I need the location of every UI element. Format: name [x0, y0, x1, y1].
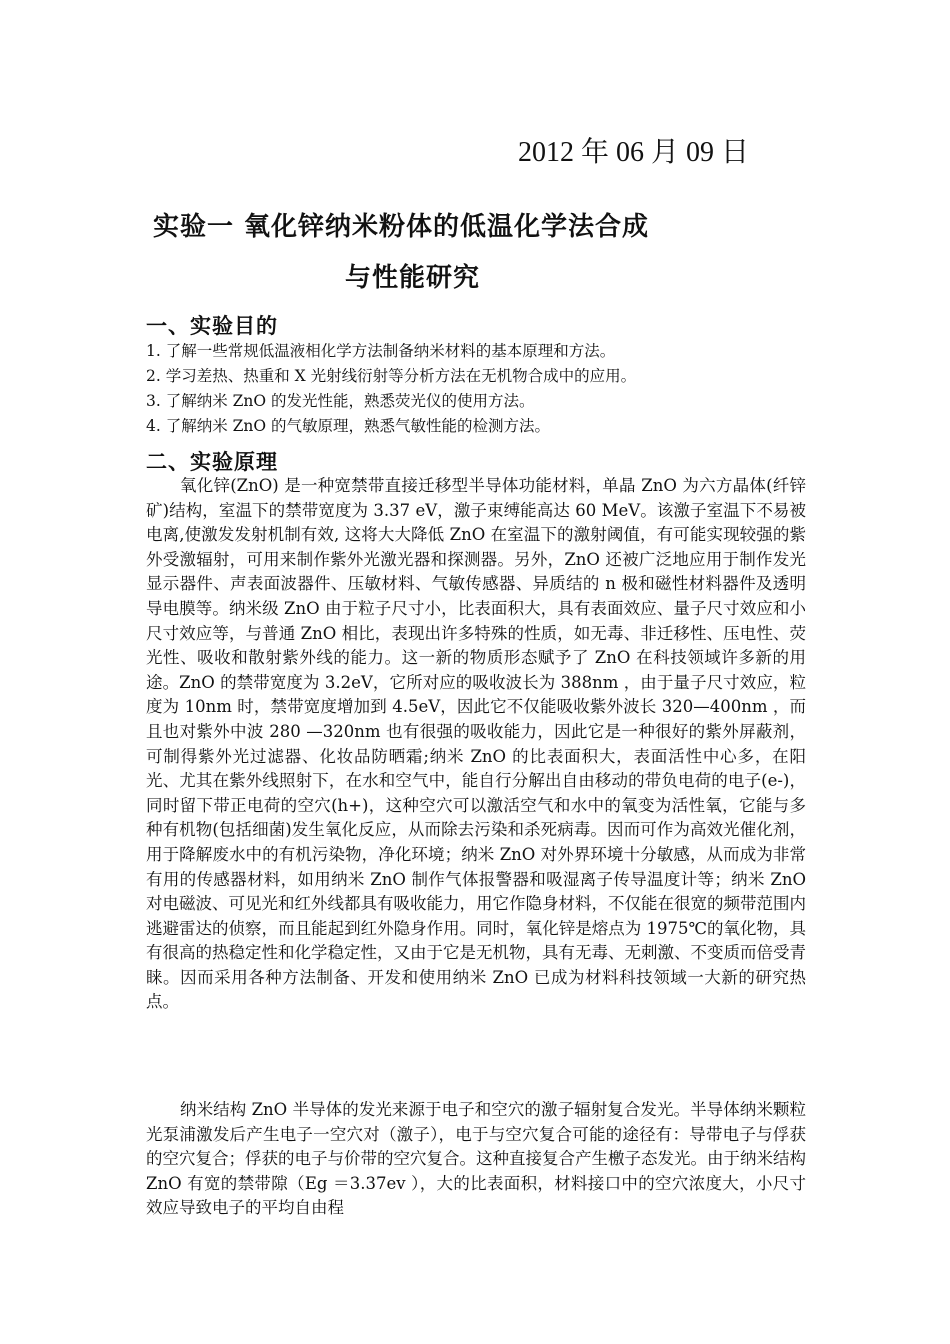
objective-item: 3. 了解纳米 ZnO 的发光性能，熟悉荧光仪的使用方法。 [146, 392, 535, 410]
objective-item: 2. 学习差热、热重和 X 光射线衍射等分析方法在无机物合成中的应用。 [146, 367, 637, 385]
principles-paragraph-1: 氧化锌(ZnO) 是一种宽禁带直接迁移型半导体功能材料，单晶 ZnO 为六方晶体(纤锌矿)结构，室温下的禁带宽度为 3.37 eV，激子束缚能高达 60 MeV。该激子室温下不易被电离,使激发发射机制有效, 这将大大降低 ZnO 在室温下的激射阈值，有可能实现较强的紫外受激辐射，可用来制作紫外光激光器和探测器。另外，ZnO 还被广泛地应用于制作发光显示器件、声表面波器件、压敏材料、气敏传感器、异质结的 n 极和磁性材料器件及透明导电膜等。纳米级 ZnO 由于粒子尺寸小，比表面积大，具有表面效应、量子尺寸效应和小尺寸效应等，与普通 ZnO 相比，表现出许多特殊的性质，如无毒、非迁移性、压电性、荧光性、吸收和散射紫外线的能力。这一新的物质形态赋予了 ZnO 在科技领域许多新的用途。ZnO 的禁带宽度为 3.2eV，它所对应的吸收波长为 388nm ，由于量子尺寸效应，粒度为 10nm 时，禁带宽度增加到 4.5eV，因此它不仅能吸收紫外波长 320—400nm ，而且也对紫外中波 280 —320nm 也有很强的吸收能力，因此它是一种很好的紫外屏蔽剂，可制得紫外光过滤器、化妆品防晒霜;纳米 ZnO 的比表面积大，表面活性中心多，在阳光、尤其在紫外线照射下，在水和空气中，能自行分解出自由移动的带负电荷的电子(e-)，同时留下带正电荷的空穴(h+)，这种空穴可以激活空气和水中的氧变为活性氧，它能与多种有机物(包括细菌)发生氧化反应，从而除去污染和杀死病毒。因而可作为高效光催化剂，用于降解废水中的有机污染物，净化环境；纳米 ZnO 对外界环境十分敏感，从而成为非常有用的传感器材料，如用纳米 ZnO 制作气体报警器和吸湿离子传导温度计等；纳米 ZnO 对电磁波、可见光和红外线都具有吸收能力，用它作隐身材料，不仅能在很宽的频带范围内逃避雷达的侦察，而且能起到红外隐身作用。同时，氧化锌是熔点为 1975℃的氧化物，具有很高的热稳定性和化学稳定性，又由于它是无机物，具有无毒、无刺激、不变质而倍受青睐。因而采用各种方法制备、开发和使用纳米 ZnO 已成为材料科技领域一大新的研究热点。 [146, 476, 806, 1012]
objective-item: 4. 了解纳米 ZnO 的气敏原理，熟悉气敏性能的检测方法。 [146, 417, 551, 435]
document-date: 2012 年 06 月 09 日 [518, 137, 750, 168]
principles-paragraph-2: 纳米结构 ZnO 半导体的发光来源于电子和空穴的激子辐射复合发光。半导体纳米颗粒光泵浦激发后产生电子一空穴对（激子），电于与空穴复合可能的途径有：导带电子与俘获的空穴复合；俘获的电子与价带的空穴复合。这种直接复合产生檄子态发光。由于纳米结构 ZnO 有宽的禁带隙（Eg ＝3.37ev ），大的比表面积，材料接口中的空穴浓度大，小尺寸效应导致电子的平均自由程 [146, 1100, 806, 1218]
section-heading-objectives: 一、实验目的 [146, 313, 278, 338]
document-title-line-1: 实验一 氧化锌纳米粉体的低温化学法合成 [153, 212, 650, 242]
section-heading-principles: 二、实验原理 [146, 449, 278, 474]
objectives-list [146, 339, 636, 439]
document-title-line-2: 与性能研究 [345, 263, 481, 293]
objective-item: 1. 了解一些常规低温液相化学方法制备纳米材料的基本原理和方法。 [146, 342, 616, 360]
